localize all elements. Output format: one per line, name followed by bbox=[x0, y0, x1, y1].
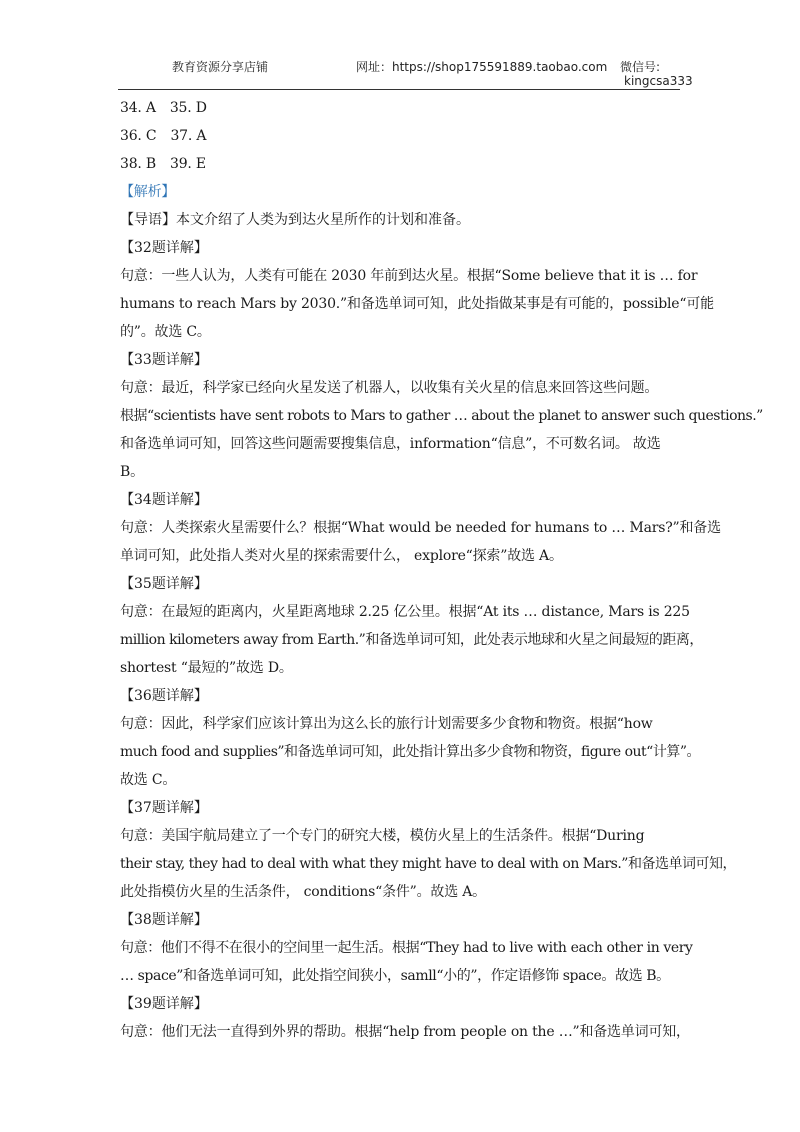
text-line: 句意：因此，科学家们应该计算出为这么长的旅行计划需要多少食物和物资。根据“how bbox=[120, 716, 653, 732]
text-line: their stay, they had to deal with what they might have to deal with on Mars.”和备选单词可知， bbox=[120, 856, 736, 872]
text-line: 的”。故选 C。 bbox=[120, 324, 211, 340]
text-line: 句意：在最短的距离内，火星距离地球 2.25 亿公里。根据“At its … distance, Mars is 225 bbox=[120, 604, 690, 620]
text-line: 句意：最近，科学家已经向火星发送了机器人，以收集有关火星的信息来回答这些问题。 bbox=[120, 380, 659, 396]
answer-row bbox=[120, 94, 685, 122]
text-line: 单词可知，此处指人类对火星的探索需要什么， explore“探索”故选 A。 bbox=[120, 548, 563, 564]
text-line: shortest “最短的”故选 D。 bbox=[120, 660, 293, 676]
shop-url: 网址：https://shop175591889.taobao.com bbox=[356, 60, 608, 74]
wechat-id: kingcsa333 bbox=[624, 74, 693, 88]
section-heading: 【35题详解】 bbox=[120, 576, 208, 592]
text-line: 句意：他们不得不在很小的空间里一起生活。根据“They had to live with each other in very bbox=[120, 940, 693, 956]
text-line: … space”和备选单词可知，此处指空间狭小，samll“小的”，作定语修饰 space。故选 B。 bbox=[120, 968, 670, 984]
section-heading: 【33题详解】 bbox=[120, 352, 208, 368]
text-line: 句意：美国宇航局建立了一个专门的研究大楼，模仿火星上的生活条件。根据“During bbox=[120, 828, 645, 844]
page-header bbox=[0, 0, 800, 92]
text-line: B。 bbox=[120, 464, 144, 480]
wechat-label: 微信号: bbox=[620, 60, 661, 74]
text-line: million kilometers away from Earth.”和备选单词可知，此处表示地球和火星之间最短的距离， bbox=[120, 632, 703, 648]
answer-row bbox=[120, 150, 685, 178]
section-heading: 【34题详解】 bbox=[120, 492, 208, 508]
answer-item: 36. C bbox=[120, 128, 157, 144]
answer-item: 38. B bbox=[120, 156, 157, 172]
text-line: humans to reach Mars by 2030.”和备选单词可知，此处指做某事是有可能的，possible“可能 bbox=[120, 296, 714, 312]
shop-name: 教育资源分享店铺 bbox=[172, 60, 269, 74]
section-heading: 【38题详解】 bbox=[120, 912, 208, 928]
text-line: 和备选单词可知，回答这些问题需要搜集信息，information“信息”，不可数名词。 故选 bbox=[120, 436, 661, 452]
text-line: 句意：人类探索火星需要什么？根据“What would be needed for humans to … Mars?”和备选 bbox=[120, 520, 721, 536]
text-line: 句意：他们无法一直得到外界的帮助。根据“help from people on the …”和备选单词可知， bbox=[120, 1024, 690, 1040]
intro-line: 【导语】本文介绍了人类为到达火星所作的计划和准备。 bbox=[120, 212, 470, 228]
section-heading: 【39题详解】 bbox=[120, 996, 208, 1012]
document-body bbox=[120, 94, 763, 1046]
analysis-label: 【解析】 bbox=[120, 184, 176, 200]
text-line: much food and supplies”和备选单词可知，此处指计算出多少食物和物资，figure out“计算”。 bbox=[120, 744, 700, 760]
answer-row bbox=[120, 122, 685, 150]
text-line: 句意：一些人认为，人类有可能在 2030 年前到达火星。根据“Some believe that it is … for bbox=[120, 268, 698, 284]
section-heading: 【36题详解】 bbox=[120, 688, 208, 704]
text-line: 故选 C。 bbox=[120, 772, 177, 788]
answer-item: 39. E bbox=[170, 156, 206, 172]
answer-item: 35. D bbox=[169, 100, 207, 116]
text-line: 此处指模仿火星的生活条件， conditions“条件”。故选 A。 bbox=[120, 884, 486, 900]
answer-item: 37. A bbox=[170, 128, 207, 144]
section-heading: 【32题详解】 bbox=[120, 240, 208, 256]
section-heading: 【37题详解】 bbox=[120, 800, 208, 816]
text-line: 根据“scientists have sent robots to Mars to gather … about the planet to answer such questions.” bbox=[120, 408, 763, 424]
header-divider bbox=[118, 89, 680, 90]
answer-item: 34. A bbox=[120, 100, 156, 116]
